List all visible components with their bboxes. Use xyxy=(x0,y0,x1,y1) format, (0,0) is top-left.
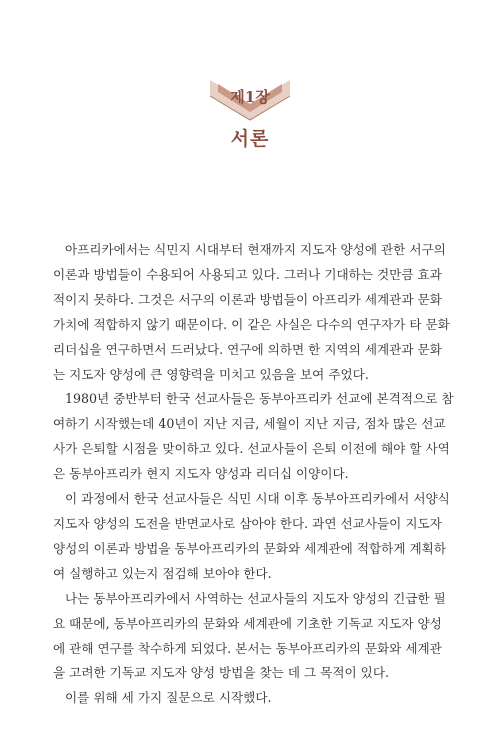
text-line: 사가 은퇴할 시점을 맞이하고 있다. 선교사들이 은퇴 이전에 해야 할 사역 xyxy=(53,441,450,457)
text-line: 여 실행하고 있는지 점검해 보아야 한다. xyxy=(53,565,272,581)
paragraph xyxy=(53,487,449,587)
text-line: 지도자 양성의 도전을 반면교사로 삼아야 한다. 과연 선교사들이 지도자 xyxy=(53,515,442,531)
chapter-number: 제1장 xyxy=(230,88,270,106)
chapter-title: 서론 xyxy=(230,128,270,150)
text-line: 는 지도자 양성에 큰 영향력을 미치고 있음을 보여 주었다. xyxy=(53,366,369,382)
text-line: 이를 위해 세 가지 질문으로 시작했다. xyxy=(65,690,272,706)
text-line: 적이지 못하다. 그것은 서구의 이론과 방법들이 아프리카 세계관과 문화 xyxy=(53,291,442,307)
text-line: 이 과정에서 한국 선교사들은 식민 시대 이후 동부아프리카에서 서양식 xyxy=(65,491,450,507)
paragraph xyxy=(53,387,454,487)
text-line: 에 관해 연구를 착수하게 되었다. 본서는 동부아프리카의 문화와 세계관 xyxy=(53,640,442,656)
text-line: 여하기 시작했는데 40년이 지난 지금, 세월이 지난 지금, 점차 많은 선교 xyxy=(53,416,446,432)
text-line: 이론과 방법들이 수용되어 사용되고 있다. 그러나 기대하는 것만큼 효과 xyxy=(53,266,442,282)
text-line: 가치에 적합하지 않기 때문이다. 이 같은 사실은 다수의 연구자가 타 문화 xyxy=(53,316,450,332)
text-line: 은 동부아프리카 현지 지도자 양성과 리더십 이양이다. xyxy=(53,466,349,482)
body-text xyxy=(53,238,454,711)
text-line: 나는 동부아프리카에서 사역하는 선교사들의 지도자 양성의 긴급한 필 xyxy=(65,590,446,606)
text-line: 1980년 중반부터 한국 선교사들은 동부아프리카 선교에 본격적으로 참 xyxy=(65,391,454,407)
paragraph xyxy=(53,238,449,387)
text-line: 양성의 이론과 방법을 동부아프리카의 문화와 세계관에 적합하게 계획하 xyxy=(53,540,446,556)
text-line: 을 고려한 기독교 지도자 양성 방법을 찾는 데 그 목적이 있다. xyxy=(53,665,390,681)
text-line: 리더십을 연구하면서 드러났다. 연구에 의하면 한 지역의 세계관과 문화 xyxy=(53,341,442,357)
text-line: 아프리카에서는 식민지 시대부터 현재까지 지도자 양성에 관한 서구의 xyxy=(65,242,446,257)
chapter-emblem xyxy=(200,74,300,130)
paragraph xyxy=(53,686,449,711)
text-line: 요 때문에, 동부아프리카의 문화와 세계관에 기초한 기독교 지도자 양성 xyxy=(53,615,442,631)
paragraph xyxy=(53,587,449,687)
